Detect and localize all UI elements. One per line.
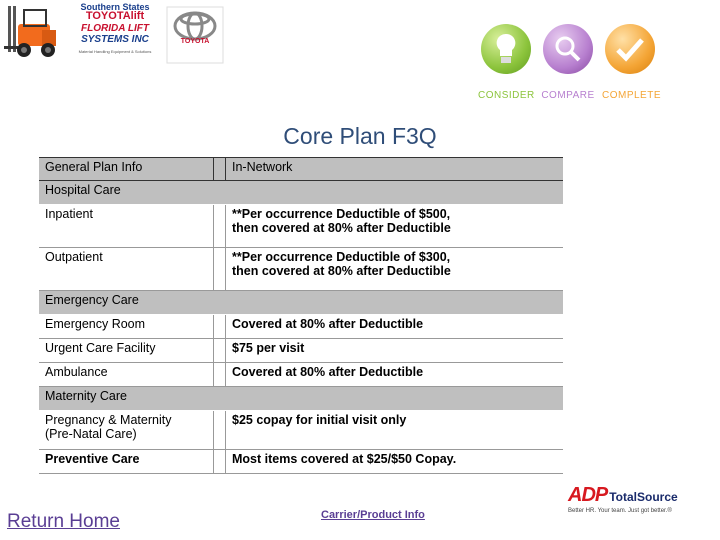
table-row	[39, 411, 563, 450]
col-header-in-network: In-Network	[226, 158, 564, 181]
section-hospital: Hospital Care	[39, 181, 214, 205]
table-row	[39, 450, 563, 474]
row-label: Emergency Room	[39, 315, 214, 339]
plan-table	[39, 157, 563, 474]
row-label: Pregnancy & Maternity (Pre-Natal Care)	[39, 411, 214, 450]
table-row	[39, 248, 563, 291]
southern-states-logo: Southern States TOYOTAlift FLORIDA LIFT SYSTEMS INC Material Handling Equipment & Solutions	[78, 2, 152, 54]
magnifier-icon	[543, 24, 593, 74]
process-steps	[478, 24, 660, 114]
table-row	[39, 315, 563, 339]
step-complete[interactable]: COMPLETE	[602, 24, 658, 101]
row-value: $25 copay for initial visit only	[226, 411, 564, 450]
table-header-row	[39, 158, 563, 181]
section-emergency: Emergency Care	[39, 291, 214, 315]
adp-totalsource-text: TotalSource	[609, 490, 678, 504]
table-row	[39, 363, 563, 387]
table-row	[39, 339, 563, 363]
page-title: Core Plan F3Q	[283, 123, 437, 149]
section-maternity: Maternity Care	[39, 387, 214, 411]
section-row	[39, 181, 563, 205]
step-compare[interactable]: COMPARE	[540, 24, 596, 101]
row-value: **Per occurrence Deductible of $300, then covered at 80% after Deductible	[226, 248, 564, 291]
col-header-plan-info: General Plan Info	[39, 158, 214, 181]
adp-totalsource-logo	[568, 484, 688, 518]
checkmark-icon	[605, 24, 655, 74]
row-label: Preventive Care	[39, 450, 214, 474]
step-consider[interactable]: CONSIDER	[478, 24, 534, 101]
row-label: Inpatient	[39, 205, 214, 248]
return-home-link[interactable]: Return Home	[7, 511, 120, 532]
row-value: Covered at 80% after Deductible	[226, 315, 564, 339]
section-row	[39, 387, 563, 411]
row-value: Covered at 80% after Deductible	[226, 363, 564, 387]
adp-tagline: Better HR. Your team. Just got better.®	[568, 508, 672, 514]
forklift-icon	[2, 2, 64, 64]
adp-logo: ADP	[568, 484, 608, 506]
lightbulb-icon	[481, 24, 531, 74]
section-row	[39, 291, 563, 315]
row-value: $75 per visit	[226, 339, 564, 363]
row-label: Urgent Care Facility	[39, 339, 214, 363]
toyota-caption: TOYOTA	[180, 38, 210, 45]
row-value: Most items covered at $25/$50 Copay.	[226, 450, 564, 474]
row-label: Outpatient	[39, 248, 214, 291]
row-label: Ambulance	[39, 363, 214, 387]
row-value: **Per occurrence Deductible of $500, then covered at 80% after Deductible	[226, 205, 564, 248]
toyota-emblem-icon	[166, 6, 224, 64]
table-row	[39, 205, 563, 248]
carrier-product-info-link[interactable]: Carrier/Product Info	[321, 509, 425, 521]
partner-logos	[0, 0, 230, 68]
